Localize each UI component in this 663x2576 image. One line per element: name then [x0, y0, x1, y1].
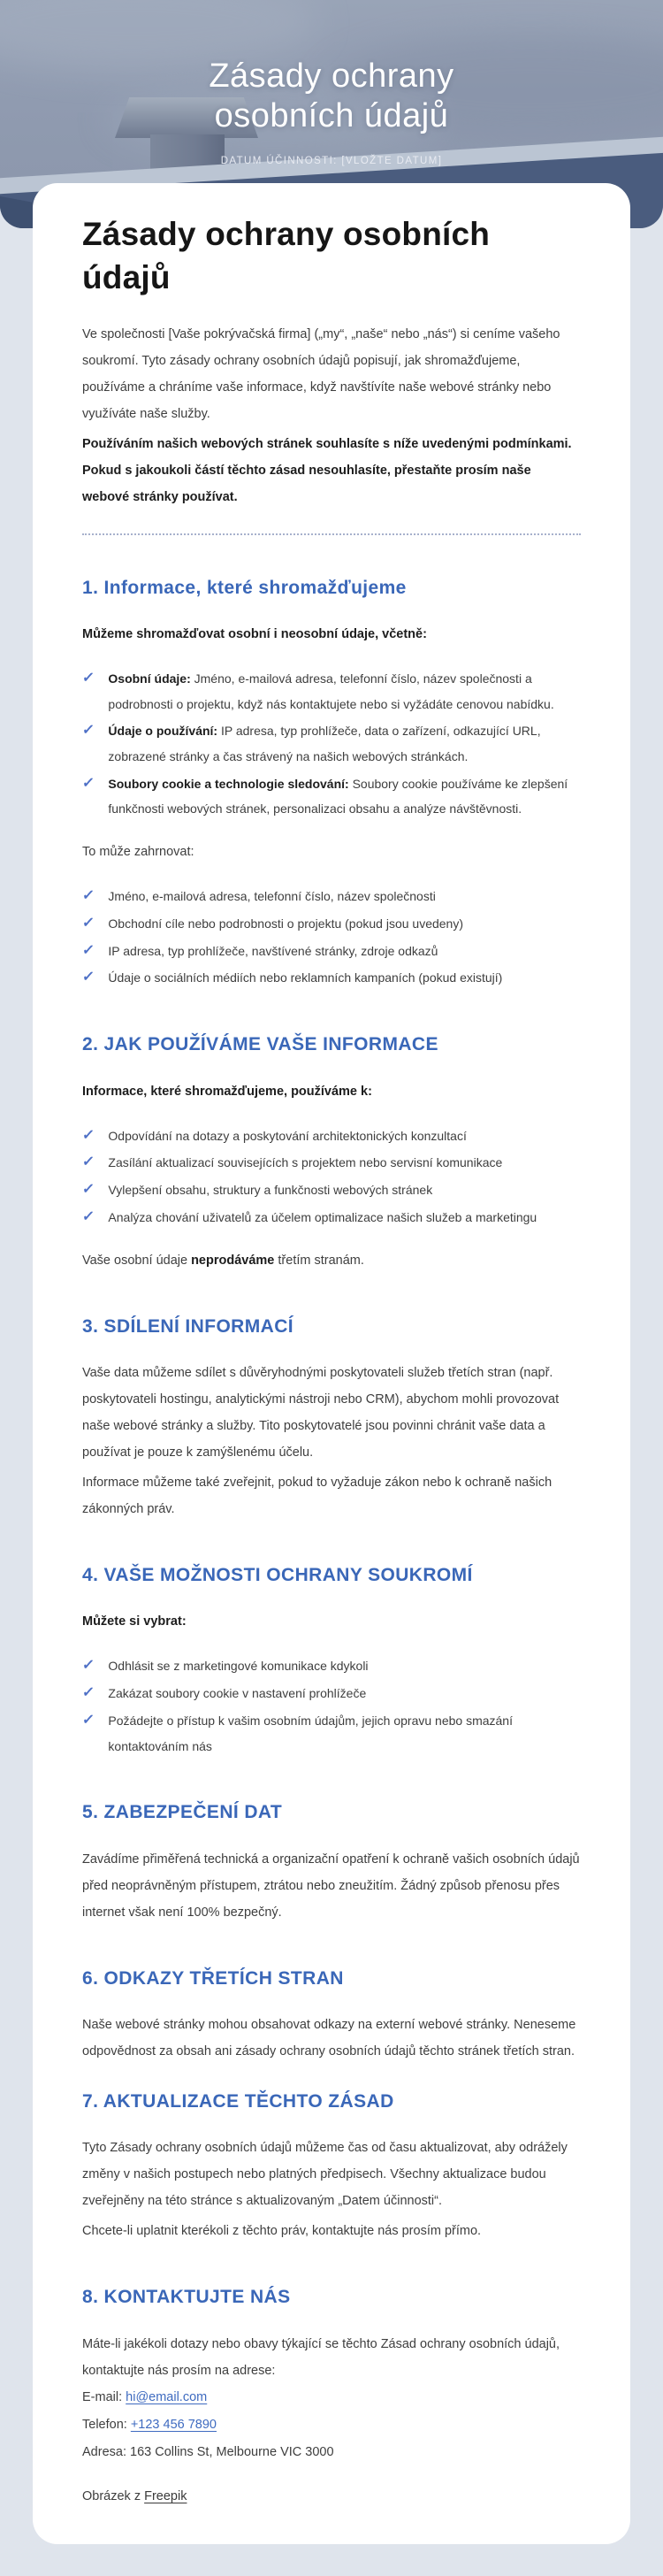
list-item — [82, 717, 581, 770]
section-information-collected — [82, 576, 581, 993]
list-item — [82, 1177, 581, 1204]
item-text: Údaje o sociálních médiích nebo reklamních kampaních (pokud existují) — [108, 970, 503, 985]
item-text: Vylepšení obsahu, struktury a funkčnosti webových stránek — [108, 1183, 433, 1198]
item-text: IP adresa, typ prohlížeče, data o zařízení, odkazující URL, zobrazené stránky a čas strávený na našich webových stránkách. — [108, 724, 541, 764]
check-icon: ✓ — [80, 1658, 95, 1674]
item-text: Soubory cookie používáme ke zlepšení funkčnosti webových stránek, personalizaci obsahu a analýze návštěvnosti. — [108, 776, 568, 816]
list-item — [82, 1680, 581, 1707]
page-title: Zásady ochrany osobních údajů — [82, 216, 491, 295]
paragraph: Zavádíme přiměřená technická a organizační opatření k ochraně vašich osobních údajů před neoprávněným přístupem, ztrátou nebo zneužitím. Žádný způsob přenosu přes internet však není 100% bezpečný. — [82, 1852, 580, 1920]
paragraph: Tyto Zásady ochrany osobních údajů můžeme čas od času aktualizovat, aby odrážely změny v našich postupech nebo platných předpisech. Všechny aktualizace budou zveřejněny na této stránce s aktualizovaným „Datem účinnosti“. — [82, 2141, 568, 2209]
contact-address-line: Adresa: 163 Collins St, Melbourne VIC 3000 — [82, 2444, 334, 2459]
contact-email-line: E-mail: hi@email.com — [82, 2389, 208, 2404]
check-icon: ✓ — [80, 1182, 95, 1198]
paragraph: Informace můžeme také zveřejnit, pokud to vyžaduje zákon nebo k ochraně našich zákonných práv. — [82, 1476, 552, 1517]
check-icon: ✓ — [80, 1208, 95, 1224]
section-how-we-use — [82, 1032, 581, 1273]
check-icon: ✓ — [80, 1127, 95, 1143]
check-list — [82, 1123, 581, 1231]
section-heading: 4. VAŠE MOŽNOSTI OCHRANY SOUKROMÍ — [82, 1565, 473, 1586]
section-lead: Můžeme shromažďovat osobní i neosobní údaje, včetně: — [82, 626, 427, 641]
section-sublead: To může zahrnovat: — [82, 845, 194, 860]
image-credit: Obrázek z Freepik — [82, 2489, 187, 2504]
check-icon: ✓ — [80, 1712, 95, 1728]
contact-phone-line: Telefon: +123 456 7890 — [82, 2417, 217, 2432]
phone-link[interactable]: +123 456 7890 — [130, 2417, 217, 2432]
section-heading: 1. Informace, které shromažďujeme — [82, 577, 407, 598]
item-text: Požádejte o přístup k vašim osobním údajům, jejich opravu nebo smazání kontaktováním nás — [108, 1713, 513, 1753]
check-icon: ✓ — [80, 942, 95, 958]
check-list — [82, 665, 581, 823]
item-lead: Soubory cookie a technologie sledování: — [108, 776, 349, 791]
item-text: Zakázat soubory cookie v nastavení prohlížeče — [108, 1686, 367, 1701]
section-contact — [82, 2285, 581, 2466]
check-icon: ✓ — [80, 1685, 95, 1701]
dotted-divider — [82, 533, 581, 535]
section-policy-updates — [82, 2089, 581, 2244]
section-heading: 7. AKTUALIZACE TĚCHTO ZÁSAD — [82, 2090, 394, 2112]
item-text: Analýza chování uživatelů za účelem optimalizace našich služeb a marketingu — [108, 1209, 537, 1224]
list-item — [82, 1149, 581, 1177]
item-text: Jméno, e-mailová adresa, telefonní číslo, název společnosti — [108, 889, 436, 904]
section-third-party-links — [82, 1966, 581, 2065]
check-icon: ✓ — [80, 723, 95, 739]
list-item — [82, 770, 581, 823]
item-lead: Osobní údaje: — [108, 671, 191, 686]
item-text: Odhlásit se z marketingové komunikace kdykoli — [108, 1659, 369, 1674]
check-list — [82, 1652, 581, 1760]
item-text: Jméno, e-mailová adresa, telefonní číslo, název společnosti a podrobnosti o projektu, když nás kontaktujete nebo si vyžádáte cenovou nabídku. — [108, 671, 554, 711]
no-sell-statement: Vaše osobní údaje neprodáváme třetím stranám. — [82, 1253, 364, 1268]
check-icon: ✓ — [80, 670, 95, 686]
section-heading: 6. ODKAZY TŘETÍCH STRAN — [82, 1967, 344, 1989]
item-text: Zasílání aktualizací souvisejících s projektem nebo servisní komunikace — [108, 1155, 503, 1170]
hero-title-line2: osobních údajů — [214, 96, 449, 134]
check-icon: ✓ — [80, 1154, 95, 1170]
paragraph: Chcete-li uplatnit kterékoli z těchto práv, kontaktujte nás prosím přímo. — [82, 2224, 482, 2239]
freepik-link[interactable]: Freepik — [144, 2489, 187, 2504]
check-list — [82, 883, 581, 992]
policy-card — [33, 183, 630, 2544]
paragraph: Naše webové stránky mohou obsahovat odkazy na externí webové stránky. Neneseme odpovědnost za obsah ani zásady ochrany osobních údajů těchto stránek třetích stran. — [82, 2017, 576, 2058]
section-lead: Můžete si vybrat: — [82, 1614, 187, 1629]
hero-title-line1: Zásady ochrany — [209, 58, 454, 95]
section-heading: 8. KONTAKTUJTE NÁS — [82, 2287, 291, 2308]
section-heading: 3. SDÍLENÍ INFORMACÍ — [82, 1315, 294, 1337]
check-icon: ✓ — [80, 915, 95, 931]
list-item — [82, 938, 581, 965]
item-text: Obchodní cíle nebo podrobnosti o projektu (pokud jsou uvedeny) — [108, 916, 464, 931]
intro-consent-paragraph: Používáním našich webových stránek souhlasíte s níže uvedenými podmínkami. Pokud s jakoukoli částí těchto zásad nesouhlasíte, přestaňte prosím naše webové stránky používat. — [82, 436, 572, 504]
intro-paragraph: Ve společnosti [Vaše pokrývačská firma] („my“, „naše“ nebo „nás“) si ceníme vašeho soukromí. Tyto zásady ochrany osobních údajů popisují, jak shromažďujeme, používáme a chráníme vaše informace, když navštívíte naše webové stránky nebo využíváte naše služby. — [82, 326, 560, 421]
item-lead: Údaje o používání: — [108, 724, 218, 739]
item-text: IP adresa, typ prohlížeče, navštívené stránky, zdroje odkazů — [108, 943, 438, 958]
email-link[interactable]: hi@email.com — [126, 2389, 208, 2404]
list-item — [82, 1707, 581, 1760]
list-item — [82, 1123, 581, 1150]
effective-date-label: DATUM ÚČINNOSTI: [VLOŽTE DATUM] — [220, 155, 443, 166]
list-item — [82, 964, 581, 992]
section-data-security — [82, 1800, 581, 1925]
section-sharing — [82, 1315, 581, 1522]
list-item — [82, 1204, 581, 1231]
list-item — [82, 665, 581, 717]
list-item — [82, 1652, 581, 1680]
section-heading: 5. ZABEZPEČENÍ DAT — [82, 1802, 283, 1823]
check-icon: ✓ — [80, 775, 95, 791]
paragraph: Máte-li jakékoli dotazy nebo obavy týkající se těchto Zásad ochrany osobních údajů, kontaktujte nás prosím na adrese: — [82, 2336, 560, 2378]
hero-title — [209, 57, 453, 136]
section-lead: Informace, které shromažďujeme, používáme k: — [82, 1084, 372, 1099]
section-heading: 2. JAK POUŽÍVÁME VAŠE INFORMACE — [82, 1034, 438, 1055]
item-text: Odpovídání na dotazy a poskytování architektonických konzultací — [108, 1128, 467, 1143]
paragraph: Vaše data můžeme sdílet s důvěryhodnými poskytovateli služeb třetích stran (např. poskytovateli hostingu, analytickými nástroji nebo CRM), abychom mohli provozovat naše webové stránky a služby. Tito poskytovatelé jsou povinni chránit vaše data a používat je pouze k zamýšlenému účelu. — [82, 1366, 560, 1460]
list-item — [82, 910, 581, 938]
check-icon: ✓ — [80, 970, 95, 985]
section-privacy-choices — [82, 1563, 581, 1760]
list-item — [82, 883, 581, 910]
check-icon: ✓ — [80, 888, 95, 904]
